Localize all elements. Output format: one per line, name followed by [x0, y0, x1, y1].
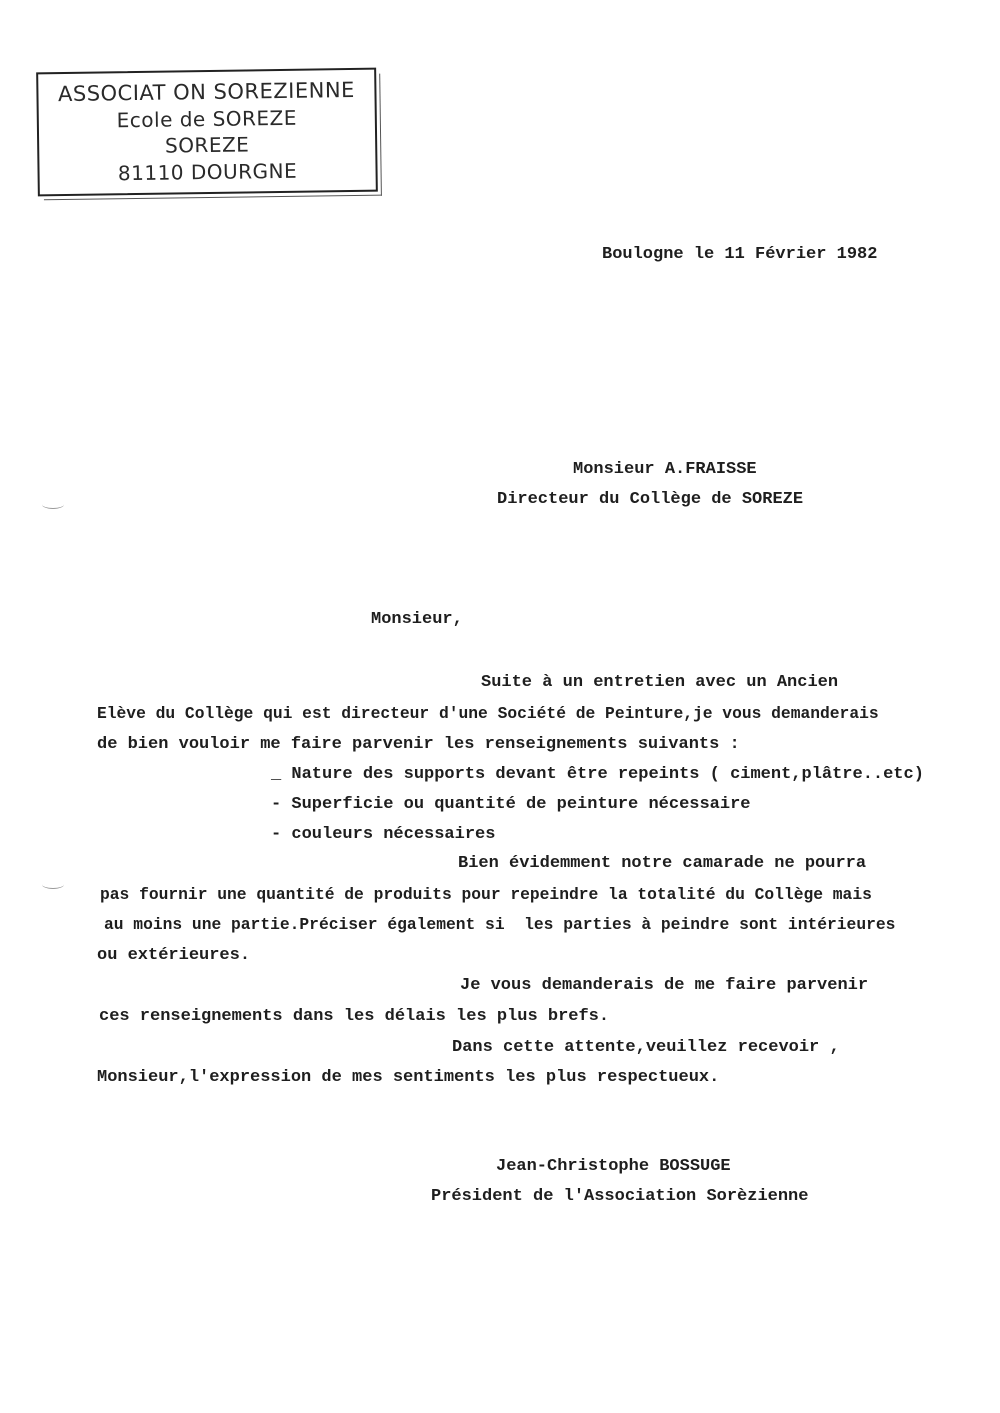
body-line: de bien vouloir me faire parvenir les renseignements suivants : [97, 735, 740, 754]
list-item: _ Nature des supports devant être repeints ( ciment,plâtre..etc) [271, 765, 924, 784]
body-line: Je vous demanderais de me faire parvenir [460, 976, 869, 995]
body-line: Bien évidemment notre camarade ne pourra [458, 854, 867, 873]
signature-title: Président de l'Association Sorèzienne [431, 1187, 809, 1206]
association-stamp [36, 68, 378, 197]
recipient-title: Directeur du Collège de SOREZE [497, 490, 804, 509]
signature-name: Jean-Christophe BOSSUGE [496, 1157, 731, 1176]
body-line: Monsieur,l'expression de mes sentiments les plus respectueux. [97, 1068, 720, 1087]
stamp-line-1: ASSOCIAT ON SOREZIENNE [57, 77, 356, 107]
body-line: Elève du Collège qui est directeur d'une Société de Peinture,je vous demanderais [97, 704, 879, 723]
salutation: Monsieur, [371, 610, 463, 629]
stamp-line-3: SOREZE [164, 132, 250, 158]
recipient-name: Monsieur A.FRAISSE [573, 460, 757, 479]
hole-punch-mark [42, 500, 64, 509]
body-line: pas fournir une quantité de produits pour repeindre la totalité du Collège mais [100, 885, 872, 904]
date-line: Boulogne le 11 Février 1982 [602, 245, 878, 264]
hole-punch-mark [42, 880, 64, 889]
body-line: Suite à un entretien avec un Ancien [481, 673, 839, 692]
body-line: au moins une partie.Préciser également si les parties à peindre sont intérieures [104, 915, 896, 934]
body-line: Dans cette attente,veuillez recevoir , [452, 1038, 840, 1057]
body-line: ces renseignements dans les délais les plus brefs. [99, 1007, 610, 1026]
list-item: - couleurs nécessaires [271, 825, 496, 844]
stamp-line-2: Ecole de SOREZE [116, 105, 298, 133]
body-line: ou extérieures. [97, 946, 251, 965]
list-item: - Superficie ou quantité de peinture nécessaire [271, 795, 751, 814]
stamp-line-4: 81110 DOURGNE [117, 158, 298, 186]
